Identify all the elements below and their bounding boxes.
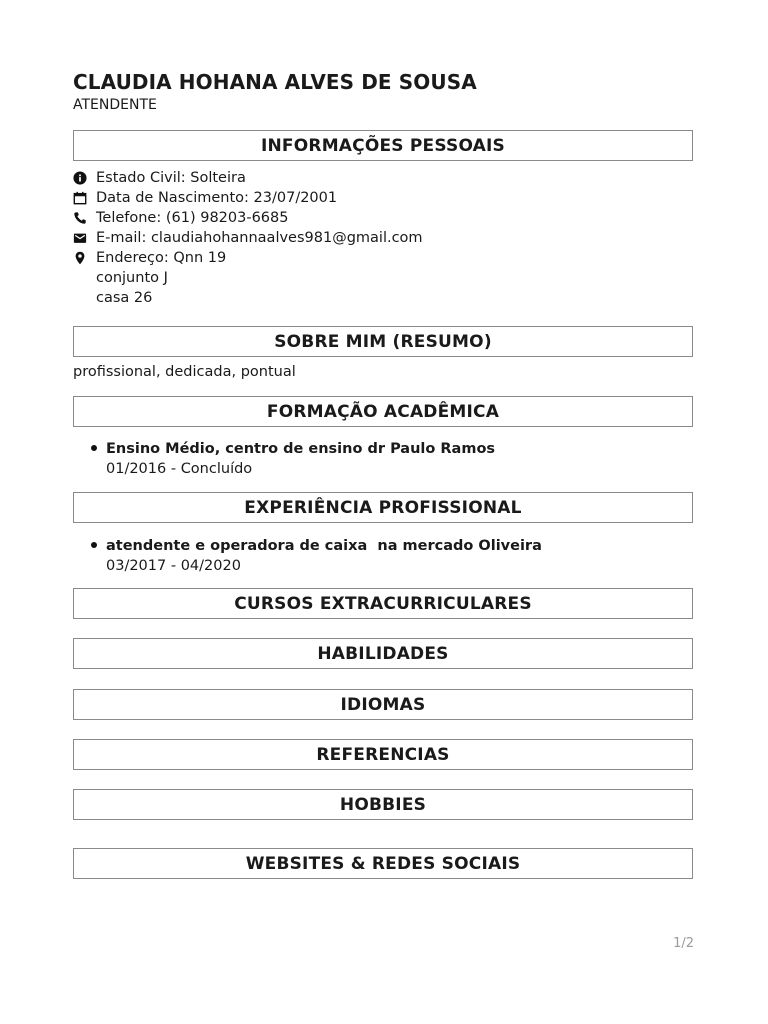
info-item-birth-date [73, 188, 423, 208]
info-item-phone [73, 208, 423, 228]
section-heading-hobbies: HOBBIES [73, 789, 693, 820]
experience-entry [91, 536, 542, 576]
info-text-address: Endereço: Qnn 19 [96, 250, 227, 266]
info-text-email: E-mail: claudiahohannaalves981@gmail.com [96, 230, 423, 246]
info-item-address [73, 248, 423, 268]
about-summary: profissional, dedicada, pontual [73, 364, 296, 380]
experience-dates: 03/2017 - 04/2020 [106, 558, 241, 574]
info-text-phone: Telefone: (61) 98203-6685 [96, 210, 289, 226]
experience-title: atendente e operadora de caixa na mercado Oliveira [106, 538, 542, 554]
education-entry [91, 439, 495, 479]
education-title: Ensino Médio, centro de ensino dr Paulo Ramos [106, 441, 496, 457]
info-item-email [73, 228, 423, 248]
address-line-2: conjunto J [96, 270, 168, 286]
section-heading-languages: IDIOMAS [73, 689, 693, 720]
calendar-icon [73, 191, 87, 205]
email-icon [73, 231, 87, 245]
section-heading-courses: CURSOS EXTRACURRICULARES [73, 588, 693, 619]
bullet-icon [91, 542, 97, 548]
section-heading-about: SOBRE MIM (RESUMO) [73, 326, 693, 357]
bullet-icon [91, 445, 97, 451]
phone-icon [73, 211, 87, 225]
address-line-3: casa 26 [96, 290, 153, 306]
candidate-role: ATENDENTE [73, 97, 157, 113]
section-heading-experience: EXPERIÊNCIA PROFISSIONAL [73, 492, 693, 523]
section-heading-skills: HABILIDADES [73, 638, 693, 669]
section-heading-personal-info: INFORMAÇÕES PESSOAIS [73, 130, 693, 161]
info-text-marital-status: Estado Civil: Solteira [96, 170, 246, 186]
section-heading-websites: WEBSITES & REDES SOCIAIS [73, 848, 693, 879]
location-icon [73, 251, 87, 265]
info-item-marital-status [73, 168, 423, 188]
education-dates: 01/2016 - Concluído [106, 461, 253, 477]
section-heading-education: FORMAÇÃO ACADÊMICA [73, 396, 693, 427]
info-icon [73, 171, 87, 185]
page-number: 1/2 [673, 936, 694, 951]
section-heading-references: REFERENCIAS [73, 739, 693, 770]
personal-info-list [73, 168, 423, 308]
candidate-name: CLAUDIA HOHANA ALVES DE SOUSA [73, 70, 477, 94]
info-text-birth-date: Data de Nascimento: 23/07/2001 [96, 190, 338, 206]
